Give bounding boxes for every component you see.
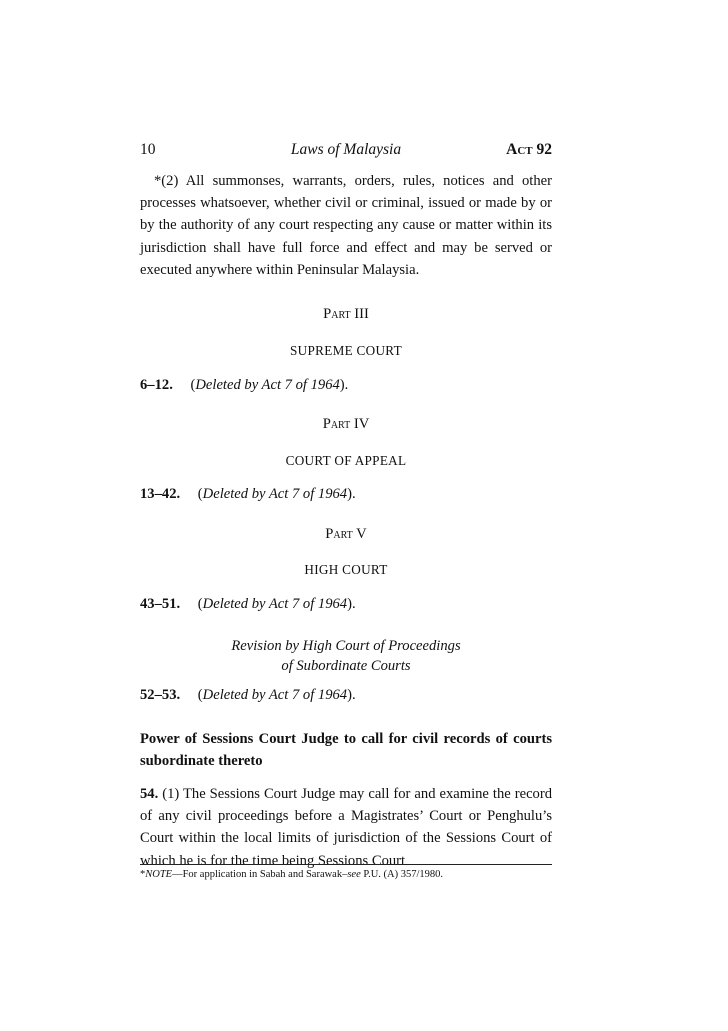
footnote: *NOTE—For application in Sabah and Sarawak–see P.U. (A) 357/1980. xyxy=(140,869,444,880)
header-act: Act 92 xyxy=(506,141,552,158)
revision-heading xyxy=(140,636,552,676)
revision-sections: 52–53. (Deleted by Act 7 of 1964). xyxy=(140,687,356,703)
page-number: 10 xyxy=(140,141,156,158)
section-range: 13–42. xyxy=(140,486,181,502)
section-54-paragraph xyxy=(140,783,552,872)
part-4-title: COURT OF APPEAL xyxy=(285,453,407,468)
footnote-divider xyxy=(140,864,552,865)
running-header xyxy=(140,141,552,163)
section-5-subsection-2 xyxy=(140,170,552,281)
header-title: Laws of Malaysia xyxy=(290,141,402,158)
deleted-note: Deleted by Act 7 of 1964 xyxy=(195,377,340,393)
part-5-sections: 43–51. (Deleted by Act 7 of 1964). xyxy=(140,596,356,612)
section-range: 43–51. xyxy=(140,596,181,612)
section-54-body xyxy=(140,783,552,872)
section-5-2-text: *(2) All summonses, warrants, orders, rules, notices and other processes whatsoever, whether civil or criminal, issued or made by or by the authority of any court respecting any cause or matter within its jurisdiction shall have full force and effect and may be served or executed anywhere within Peninsular Malaysia. xyxy=(140,173,552,278)
revision-heading-line-2: of Subordinate Courts xyxy=(281,658,411,674)
section-range: 6–12. xyxy=(140,377,173,393)
section-54-text: (1) The Sessions Court Judge may call for and examine the record of any civil proceedings before a Magistrates’ Court or Penghulu’s Court within the local limits of jurisdiction of the Sessions Court of which he is for the time being Sessions Court xyxy=(140,786,552,869)
section-range: 52–53. xyxy=(140,687,181,703)
revision-heading-line-1: Revision by High Court of Proceedings xyxy=(231,638,461,654)
part-4-sections: 13–42. (Deleted by Act 7 of 1964). xyxy=(140,486,356,502)
part-4-label: Part IV xyxy=(322,416,370,432)
part-5-label: Part V xyxy=(325,526,367,542)
section-number: 54. xyxy=(140,786,159,802)
part-3-sections: 6–12. (Deleted by Act 7 of 1964). xyxy=(140,377,349,393)
part-3-label: Part III xyxy=(323,306,369,322)
deleted-note: Deleted by Act 7 of 1964 xyxy=(202,687,348,703)
footnote-label: NOTE xyxy=(145,869,173,880)
section-54-heading-text: Power of Sessions Court Judge to call for civil records of courts subordinate thereto xyxy=(140,731,552,770)
deleted-note: Deleted by Act 7 of 1964 xyxy=(202,596,348,612)
section-54-heading xyxy=(140,728,552,772)
deleted-note: Deleted by Act 7 of 1964 xyxy=(202,486,348,502)
part-3-title: SUPREME COURT xyxy=(290,343,402,358)
part-5-title: HIGH COURT xyxy=(304,562,388,577)
